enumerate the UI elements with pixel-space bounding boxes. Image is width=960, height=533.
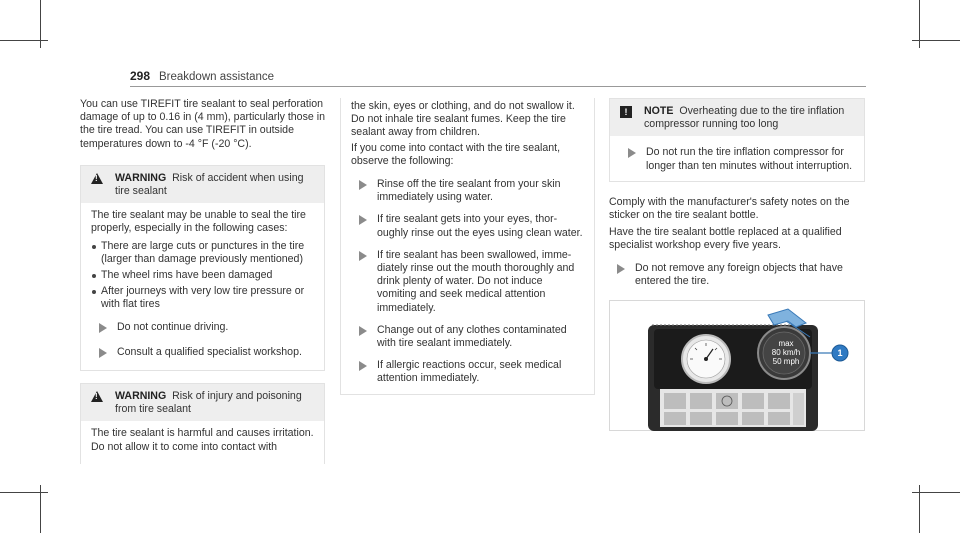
warning-label: WARNING — [115, 390, 167, 403]
step-text: Change out of any clothes contaminated with tire sealant immediately. — [377, 323, 567, 350]
step-text: If tire sealant gets into your eyes, thoroughly rinse out the eyes using clean water. — [377, 213, 583, 239]
column-right — [609, 98, 865, 431]
compressor-illustration — [609, 300, 865, 431]
warning-body — [81, 203, 324, 370]
note-exclamation-icon: ! — [620, 106, 632, 118]
step-arrow-icon — [99, 323, 107, 333]
step-text: Do not continue driving. — [117, 320, 229, 333]
crop-mark — [0, 40, 48, 41]
instruction-step — [620, 146, 854, 172]
step-arrow-icon — [617, 264, 625, 274]
warning-body — [341, 98, 594, 394]
instruction-step — [351, 213, 584, 239]
instruction-step — [351, 359, 584, 385]
instruction-step — [351, 249, 584, 315]
list-item: There are large cuts or punctures in the tire (larger than damage previously mentioned) — [91, 240, 314, 266]
crop-mark — [0, 492, 48, 493]
warning-triangle-icon — [91, 391, 103, 402]
note-label: NOTE — [644, 105, 674, 117]
instruction-step — [91, 346, 314, 362]
warning-box-continued — [340, 98, 595, 395]
note-body — [610, 136, 864, 180]
step-arrow-icon — [359, 215, 367, 225]
step-arrow-icon — [628, 148, 636, 158]
warning-box-accident — [80, 165, 325, 371]
step-text: Do not run the tire inflation compressor for longer than ten minutes without interruption. — [646, 146, 853, 172]
step-arrow-icon — [359, 180, 367, 190]
section-title: Breakdown assistance — [158, 71, 275, 83]
warning-bullet-list — [91, 240, 314, 312]
warning-box-poisoning — [80, 383, 325, 464]
step-text: If allergic reactions occur, seek medical attention immediately. — [377, 359, 562, 385]
paragraph: Comply with the manufacturer's safety notes on the sticker on the tire sealant bottle. — [609, 195, 850, 222]
instruction-step — [351, 178, 584, 204]
note-box-overheating — [609, 98, 865, 182]
warning-text: the skin, eyes or clothing, and do not swallow it. Do not inhale tire sealant fumes. Keep the tire sealant away from children. — [351, 100, 575, 139]
speed-limit-label — [766, 339, 806, 366]
note-title: Overheating due to the tire inflation compressor running too long — [644, 105, 845, 131]
step-arrow-icon — [99, 348, 107, 358]
warning-header — [81, 384, 324, 421]
step-text: Do not remove any foreign objects that have entered the tire. — [635, 261, 843, 287]
step-text: Consult a qualified specialist workshop. — [117, 345, 302, 358]
list-item: After journeys with very low tire pressure or with flat tires — [91, 285, 314, 311]
callout-number: 1 — [837, 348, 843, 359]
intro-paragraph: You can use TIREFIT tire sealant to seal perforation damage of up to 0.16 in (4 mm), particularly those in the tire tread. You can use TIREFIT in outside temperatures down to -4 °F (-20 °C). — [80, 98, 325, 150]
list-item: The wheel rims have been damaged — [91, 269, 314, 282]
warning-label: WARNING — [115, 171, 167, 184]
warning-body — [81, 421, 324, 463]
warning-triangle-icon — [91, 173, 103, 184]
warning-header — [81, 166, 324, 203]
page-number: 298 — [130, 69, 151, 83]
warning-title: Risk of injury and poisoning from tire sealant — [115, 390, 302, 416]
step-arrow-icon — [359, 326, 367, 336]
warning-text: The tire sealant is harmful and causes irritation. Do not allow it to come into contact with — [91, 427, 314, 453]
step-arrow-icon — [359, 361, 367, 371]
warning-text: The tire sealant may be unable to seal the tire properly, especially in the following cases: — [91, 209, 306, 235]
note-header — [610, 99, 864, 136]
instruction-step — [351, 324, 584, 350]
crop-mark — [912, 492, 960, 493]
warning-title: Risk of accident when using tire sealant — [115, 171, 304, 198]
column-left — [80, 98, 325, 464]
step-text: If tire sealant has been swallowed, immediately rinse out the mouth thoroughly and drink plenty of water. Do not induce vomiting and seek medical attention immediately. — [377, 248, 575, 314]
page-header — [130, 70, 274, 84]
speed-kmh-text: 80 km/h — [771, 348, 801, 358]
crop-mark — [912, 40, 960, 41]
speed-max-text: max — [778, 339, 794, 349]
instruction-step — [609, 262, 865, 288]
header-divider — [130, 86, 866, 87]
column-middle — [340, 98, 595, 407]
paragraph: Have the tire sealant bottle replaced at a qualified specialist workshop every five years. — [609, 226, 842, 252]
step-text: Rinse off the tire sealant from your skin immediately using water. — [377, 178, 561, 204]
step-arrow-icon — [359, 251, 367, 261]
compressor-drawing — [610, 301, 866, 432]
speed-mph-text: 50 mph — [772, 357, 800, 367]
warning-text: If you come into contact with the tire sealant, observe the following: — [351, 141, 561, 167]
instruction-step — [91, 321, 314, 337]
